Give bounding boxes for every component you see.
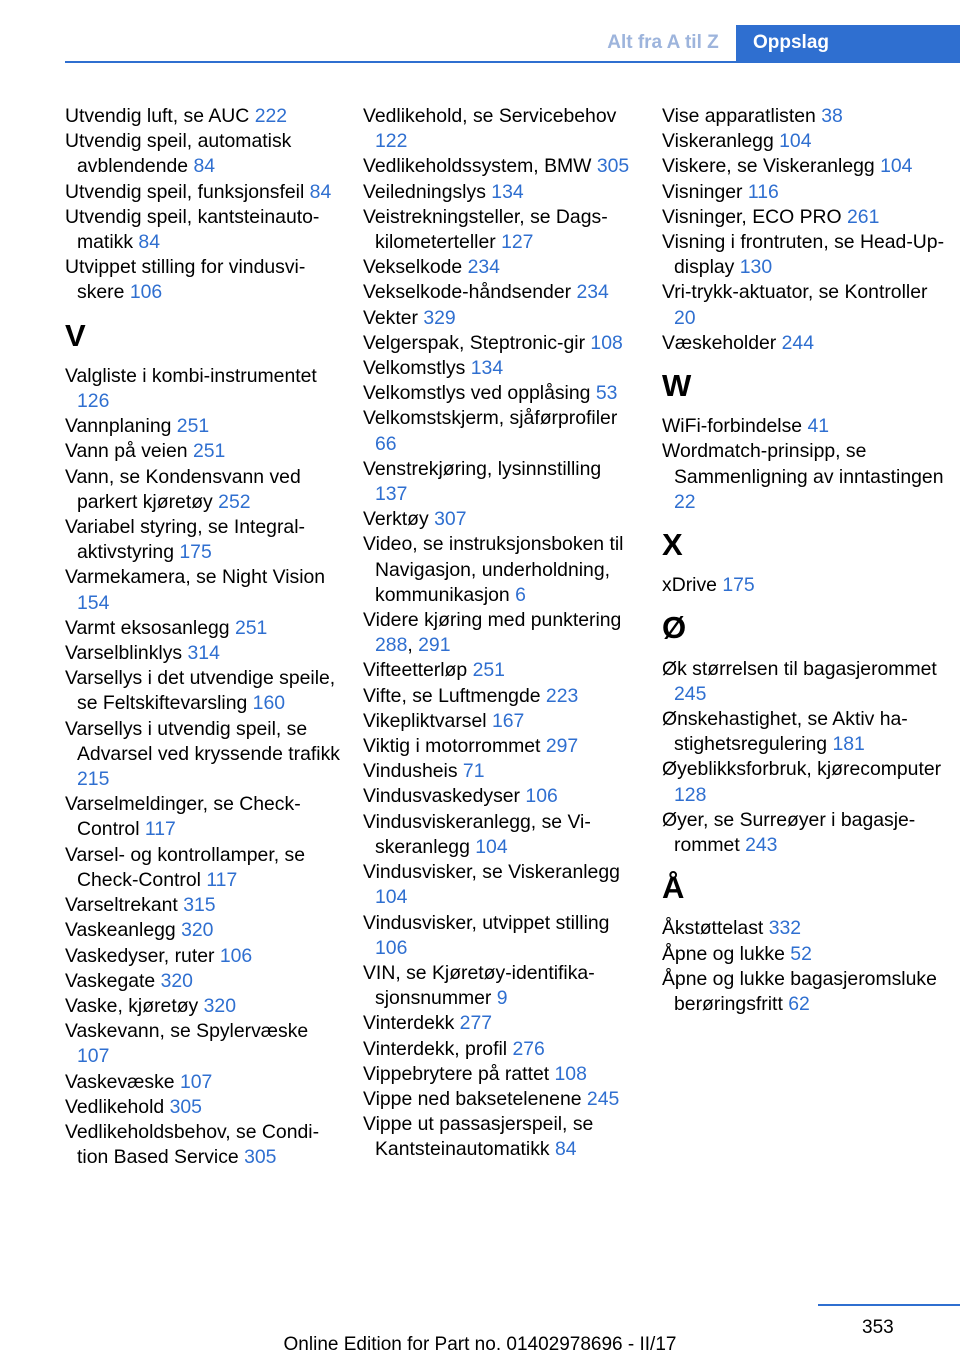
index-entry-term: Vifte, se Luftmengde bbox=[363, 684, 546, 707]
page-number: 353 bbox=[862, 1317, 894, 1338]
index-entry bbox=[363, 709, 638, 734]
index-entry bbox=[65, 717, 340, 793]
index-entry bbox=[65, 792, 340, 842]
page-reference-link[interactable]: 244 bbox=[781, 331, 814, 354]
index-entry bbox=[363, 457, 638, 507]
index-entry bbox=[363, 406, 638, 456]
index-entry bbox=[65, 944, 340, 969]
index-section-letter: V bbox=[65, 317, 86, 353]
index-entry-term: Viskere, se Viskeranlegg bbox=[662, 155, 881, 178]
page-reference-link[interactable]: 314 bbox=[187, 642, 220, 665]
page-reference-link[interactable]: 38 bbox=[821, 105, 843, 127]
page-reference-separator: , bbox=[407, 634, 419, 657]
page-reference-link[interactable]: 104 bbox=[475, 835, 508, 858]
index-entry bbox=[662, 707, 952, 757]
index-entry bbox=[363, 532, 638, 608]
page-reference-link[interactable]: 106 bbox=[129, 281, 163, 304]
index-entry-term: Vikepliktvarsel bbox=[363, 709, 492, 732]
index-entry bbox=[65, 104, 340, 129]
page-reference-link[interactable]: 84 bbox=[555, 1138, 577, 1161]
index-entry bbox=[363, 306, 638, 331]
index-entry-term: Vekselkode bbox=[363, 256, 468, 279]
index-entry-term: Varseltrekant bbox=[65, 894, 184, 917]
page-reference-link[interactable]: 154 bbox=[77, 591, 110, 614]
page-reference-link[interactable]: 71 bbox=[462, 760, 485, 783]
index-entry-term: Vaskeanlegg bbox=[65, 919, 182, 942]
index-entry-term: Vann på veien bbox=[65, 440, 193, 463]
index-entry-term: Ønskehastighet, se Aktiv hastighetsregulering bbox=[662, 708, 908, 756]
index-entry-term: Vannplaning bbox=[65, 415, 177, 438]
index-entry bbox=[662, 129, 952, 154]
page-reference-link[interactable]: 134 bbox=[470, 357, 504, 380]
index-entry-term: Utvippet stilling for vindusviskere bbox=[65, 256, 306, 304]
index-entry bbox=[363, 356, 638, 381]
index-entry bbox=[65, 180, 340, 205]
index-entry-term: Vaskegate bbox=[65, 969, 161, 992]
index-entry-term: Varselblinklys bbox=[65, 642, 188, 665]
page-reference-link[interactable]: 122 bbox=[375, 130, 408, 153]
page-reference-link[interactable]: 104 bbox=[779, 130, 812, 153]
page-reference-link[interactable]: 251 bbox=[472, 659, 505, 682]
index-entry-term: Varsellys i utvendig speil, se Advarsel ved kryssende trafikk bbox=[65, 717, 340, 765]
page-reference-link[interactable]: 106 bbox=[219, 944, 253, 967]
index-entry-term: Åpne og lukke bbox=[662, 942, 791, 965]
index-entry bbox=[662, 331, 952, 356]
page-reference-link[interactable]: 116 bbox=[747, 180, 779, 203]
index-entry bbox=[363, 154, 638, 179]
footer-edition: Online Edition for Part no. 01402978696 - II/17 bbox=[283, 1334, 677, 1355]
index-entry bbox=[363, 180, 638, 205]
index-entry bbox=[363, 759, 638, 784]
page-reference-link[interactable]: 251 bbox=[176, 415, 210, 438]
page-reference-link[interactable]: 108 bbox=[554, 1062, 587, 1085]
index-entry bbox=[662, 280, 952, 330]
page-reference-link[interactable]: 181 bbox=[832, 733, 865, 756]
page-reference-link[interactable]: 117 bbox=[144, 818, 176, 841]
index-entry-term: Vaske, kjøretøy bbox=[65, 994, 204, 1017]
index-entry-term: Velgerspak, Steptronic-gir bbox=[363, 331, 591, 354]
tab-alt-fra-a-til-z[interactable]: Alt fra A til Z bbox=[607, 32, 719, 53]
page-reference-link[interactable]: 130 bbox=[739, 256, 773, 279]
page-reference-link[interactable]: 127 bbox=[501, 231, 534, 254]
index-entry-term: Vedlikehold, se Servicebehov bbox=[363, 105, 617, 127]
index-entry-term: VIN, se Kjøretøy-identifikasjonsnummer bbox=[363, 961, 595, 1010]
page-reference-link[interactable]: 276 bbox=[512, 1037, 545, 1060]
page-reference-link[interactable]: 305 bbox=[169, 1095, 202, 1118]
index-entry-term: Utvendig speil, funksjonsfeil bbox=[65, 180, 310, 203]
index-entry-term: Øyeblikksforbruk, kjørecomputer bbox=[662, 758, 942, 781]
index-entry bbox=[662, 154, 952, 179]
page-reference-link[interactable]: 107 bbox=[179, 1070, 213, 1093]
page-reference-link[interactable]: 277 bbox=[459, 1012, 493, 1035]
index-entry bbox=[65, 565, 340, 615]
index-entry-term: Vaskedyser, ruter bbox=[65, 944, 220, 967]
index-entry bbox=[65, 641, 340, 666]
index-entry bbox=[65, 918, 340, 943]
index-entry-term: Øk størrelsen til bagasjerommet bbox=[662, 657, 937, 680]
index-entry bbox=[363, 1112, 638, 1162]
page-reference-link[interactable]: 137 bbox=[375, 483, 408, 506]
page-reference-link[interactable]: 234 bbox=[576, 281, 609, 304]
index-entry bbox=[363, 280, 638, 305]
page-reference-link[interactable]: 245 bbox=[674, 682, 707, 705]
index-entry bbox=[363, 331, 638, 356]
index-entry-term: Vindusheis bbox=[363, 760, 463, 783]
index-entry-term: Vinterdekk, profil bbox=[363, 1037, 513, 1060]
index-entry-term: Vifteetterløp bbox=[363, 659, 473, 682]
index-entry bbox=[662, 573, 952, 598]
index-entry bbox=[363, 1087, 638, 1112]
index-entry bbox=[662, 942, 952, 967]
page-reference-link[interactable]: 52 bbox=[790, 942, 812, 965]
index-entry bbox=[65, 1019, 340, 1069]
index-entry-term: Veiledningslys bbox=[363, 180, 492, 203]
index-entry-term: Vindusvisker, utvippet stilling bbox=[363, 911, 610, 934]
page-reference-link[interactable]: 167 bbox=[491, 709, 525, 732]
index-entry bbox=[363, 255, 638, 280]
index-entry bbox=[65, 994, 340, 1019]
index-entry bbox=[662, 414, 952, 439]
index-entry-term: Utvendig luft, se AUC bbox=[65, 105, 255, 127]
index-column-2 bbox=[363, 104, 638, 1163]
index-entry-term: Vindusviskeranlegg, se Viskeranlegg bbox=[363, 810, 591, 858]
index-entry-term: Varsel- og kontrollamper, se Check-Control bbox=[65, 843, 305, 891]
page-reference-link[interactable]: 215 bbox=[77, 768, 110, 791]
index-entry bbox=[363, 1011, 638, 1036]
page-reference-link[interactable]: 315 bbox=[183, 894, 216, 917]
page-reference-link[interactable]: 160 bbox=[252, 692, 286, 715]
page-reference-link[interactable]: 288 bbox=[375, 634, 408, 657]
page-reference-link[interactable]: 307 bbox=[434, 508, 467, 531]
index-entry bbox=[65, 465, 340, 515]
index-entry-term: Åkstøttelast bbox=[662, 917, 769, 940]
index-entry bbox=[65, 129, 340, 179]
page-reference-link[interactable]: 53 bbox=[595, 382, 618, 405]
page-reference-link[interactable]: 320 bbox=[203, 994, 236, 1017]
index-entry-term: Vaskevæske bbox=[65, 1070, 180, 1093]
index-entry-term: Veistrekningsteller, se Dagskilometerteller bbox=[363, 205, 608, 254]
index-entry bbox=[662, 180, 952, 205]
index-entry bbox=[363, 860, 638, 910]
index-entry bbox=[65, 969, 340, 994]
tab-oppslag[interactable]: Oppslag bbox=[736, 25, 960, 61]
page-reference-link[interactable]: 9 bbox=[496, 987, 508, 1010]
page-reference-link[interactable]: 175 bbox=[722, 574, 755, 597]
index-entry bbox=[662, 757, 952, 807]
index-entry bbox=[363, 1037, 638, 1062]
index-entry-term: xDrive bbox=[662, 574, 723, 597]
page-reference-link[interactable]: 106 bbox=[525, 785, 558, 808]
index-entry-term: Vippe ned baksetelenene bbox=[363, 1087, 587, 1110]
page-reference-link[interactable]: 222 bbox=[254, 105, 288, 127]
page-reference-link[interactable]: 251 bbox=[192, 440, 226, 463]
page-reference-link[interactable]: 297 bbox=[545, 735, 579, 758]
index-entry bbox=[363, 608, 638, 658]
index-entry bbox=[65, 666, 340, 716]
index-entry-term: Velkomstlys bbox=[363, 357, 471, 380]
index-entry bbox=[65, 893, 340, 918]
page-reference-link[interactable]: 20 bbox=[674, 306, 696, 329]
page-reference-link[interactable]: 175 bbox=[179, 541, 212, 564]
index-entry bbox=[65, 255, 340, 305]
index-entry bbox=[662, 916, 952, 941]
index-entry bbox=[65, 439, 340, 464]
page-reference-link[interactable]: 104 bbox=[880, 155, 913, 178]
page-reference-link[interactable]: 41 bbox=[807, 415, 830, 438]
page-reference-link[interactable]: 251 bbox=[234, 616, 268, 639]
index-entry-term: Øyer, se Surreøyer i bagasjerommet bbox=[662, 808, 916, 857]
index-entry bbox=[363, 381, 638, 406]
index-entry-term: Vekselkode-håndsender bbox=[363, 281, 577, 304]
index-entry-term: Visninger bbox=[662, 180, 748, 203]
index-entry-term: Utvendig speil, kantsteinautomatikk bbox=[65, 205, 320, 254]
index-entry bbox=[662, 205, 952, 230]
index-entry-term: Visninger, ECO PRO bbox=[662, 205, 848, 228]
index-entry-term: Varmt eksosanlegg bbox=[65, 616, 235, 639]
index-entry-term: Wordmatch-prinsipp, se Sammenligning av inntastingen bbox=[662, 440, 944, 488]
index-entry bbox=[662, 439, 952, 515]
index-entry bbox=[363, 784, 638, 809]
index-entry bbox=[363, 810, 638, 860]
page-reference-link[interactable]: 84 bbox=[193, 155, 216, 178]
index-entry bbox=[363, 104, 638, 154]
index-entry bbox=[363, 961, 638, 1011]
page-reference-link[interactable]: 245 bbox=[586, 1087, 620, 1110]
index-entry-term: Vekter bbox=[363, 306, 424, 329]
index-entry bbox=[662, 808, 952, 858]
page-reference-link[interactable]: 243 bbox=[745, 834, 778, 857]
index-entry-term: WiFi-forbindelse bbox=[662, 415, 808, 438]
index-entry-term: Viktig i motorrommet bbox=[363, 735, 546, 758]
page-reference-link[interactable]: 332 bbox=[768, 917, 802, 940]
index-entry-term: Velkomstskjerm, sjåførprofiler bbox=[363, 407, 618, 430]
page-reference-link[interactable]: 128 bbox=[674, 783, 707, 806]
index-entry-term: Visning i frontruten, se Head-Up-display bbox=[662, 231, 945, 279]
page-reference-link[interactable]: 305 bbox=[596, 155, 630, 178]
index-entry-term: Verktøy bbox=[363, 508, 435, 531]
index-entry-term: Varselmeldinger, se Check-Control bbox=[65, 793, 301, 841]
index-entry-term: Vann, se Kondensvann ved parkert kjøretøy bbox=[65, 465, 301, 513]
index-entry-term: Vise apparatlisten bbox=[662, 105, 822, 127]
index-entry bbox=[363, 684, 638, 709]
page-reference-link[interactable]: 106 bbox=[375, 936, 408, 959]
index-entry-term: Variabel styring, se Integral-aktivstyring bbox=[65, 516, 305, 564]
page-reference-link[interactable]: 84 bbox=[138, 231, 160, 254]
index-entry-term: Utvendig speil, automatisk avblendende bbox=[65, 130, 292, 178]
index-entry-term: Vippe ut passasjerspeil, se Kantsteinautomatikk bbox=[363, 1113, 594, 1161]
index-entry bbox=[662, 657, 952, 707]
page-reference-link[interactable]: 62 bbox=[788, 993, 810, 1016]
index-section-letter: Å bbox=[662, 870, 685, 906]
index-entry-term: Velkomstlys ved opplåsing bbox=[363, 382, 596, 405]
index-entry bbox=[65, 515, 340, 565]
index-entry-term: Vedlikehold bbox=[65, 1095, 170, 1118]
page-reference-link[interactable]: 84 bbox=[309, 180, 332, 203]
page-reference-link[interactable]: 305 bbox=[244, 1146, 277, 1169]
index-entry-term: Vri-trykk-aktuator, se Kontroller bbox=[662, 281, 928, 304]
index-entry bbox=[363, 205, 638, 255]
index-section-letter: X bbox=[662, 527, 683, 563]
index-entry-term: Valgliste i kombi-instrumentet bbox=[65, 364, 317, 387]
page-reference-link[interactable]: 107 bbox=[77, 1045, 110, 1068]
index-entry bbox=[363, 911, 638, 961]
index-entry-term: Vippebrytere på rattet bbox=[363, 1062, 555, 1085]
index-section-letter: Ø bbox=[662, 610, 687, 646]
index-column-1 bbox=[65, 104, 340, 1170]
index-entry bbox=[65, 1095, 340, 1120]
page-reference-link[interactable]: 66 bbox=[375, 432, 397, 455]
index-entry bbox=[65, 843, 340, 893]
index-entry bbox=[65, 1070, 340, 1095]
page-reference-link[interactable]: 6 bbox=[515, 583, 526, 606]
index-entry bbox=[662, 230, 952, 280]
index-entry bbox=[662, 104, 952, 129]
index-entry bbox=[65, 414, 340, 439]
index-entry-term: Vinterdekk bbox=[363, 1012, 460, 1035]
page-reference-link[interactable]: 320 bbox=[181, 919, 214, 942]
index-entry-term: Videre kjøring med punktering bbox=[363, 609, 622, 632]
page-reference-link[interactable]: 252 bbox=[218, 490, 251, 513]
page-reference-link[interactable]: 234 bbox=[467, 256, 500, 279]
index-entry-term: Vindusvaskedyser bbox=[363, 785, 526, 808]
page-reference-link[interactable]: 126 bbox=[77, 390, 110, 413]
page-reference-link[interactable]: 329 bbox=[423, 306, 456, 329]
index-entry-term: Vaskevann, se Spylervæske bbox=[65, 1020, 309, 1043]
index-entry-term: Varsellys i det utvendige speile, se Feltskiftevarsling bbox=[65, 667, 336, 715]
page-reference-link[interactable]: 134 bbox=[491, 180, 524, 203]
index-entry bbox=[363, 1062, 638, 1087]
index-entry bbox=[662, 967, 952, 1017]
index-entry-term: Varmekamera, se Night Vision bbox=[65, 566, 326, 589]
index-entry-term: Venstrekjøring, lysinnstilling bbox=[363, 457, 602, 480]
page-reference-link[interactable]: 261 bbox=[847, 205, 880, 228]
index-entry-term: Vindusvisker, se Viskeranlegg bbox=[363, 861, 620, 884]
index-entry-term: Video, se instruksjonsboken til Navigasjon, underholdning, kommunikasjon bbox=[363, 533, 624, 606]
index-entry bbox=[65, 205, 340, 255]
page-reference-link[interactable]: 291 bbox=[418, 634, 451, 657]
page-reference-link[interactable]: 22 bbox=[674, 490, 696, 513]
page-reference-link[interactable]: 320 bbox=[160, 969, 193, 992]
page-reference-link[interactable]: 104 bbox=[375, 886, 408, 909]
index-section-letter: W bbox=[662, 368, 692, 404]
page-reference-link[interactable]: 108 bbox=[590, 331, 623, 354]
index-entry-term: Væskeholder bbox=[662, 331, 782, 354]
index-entry bbox=[65, 616, 340, 641]
footer-rule bbox=[818, 1304, 960, 1306]
index-entry-term: Vedlikeholdssystem, BMW bbox=[363, 155, 597, 178]
index-column-3 bbox=[662, 104, 952, 1017]
index-entry-term: Viskeranlegg bbox=[662, 130, 780, 153]
page-reference-link[interactable]: 223 bbox=[545, 684, 579, 707]
header-rule bbox=[65, 61, 960, 63]
index-entry bbox=[363, 658, 638, 683]
index-entry-term: Åpne og lukke bagasjeromsluke berøringsfritt bbox=[662, 967, 937, 1016]
index-entry bbox=[65, 1120, 340, 1170]
index-entry bbox=[65, 364, 340, 414]
index-entry-term: Vedlikeholdsbehov, se Condition Based Service bbox=[65, 1120, 320, 1169]
index-entry bbox=[363, 507, 638, 532]
index-entry bbox=[363, 734, 638, 759]
page-reference-link[interactable]: 117 bbox=[206, 868, 238, 891]
